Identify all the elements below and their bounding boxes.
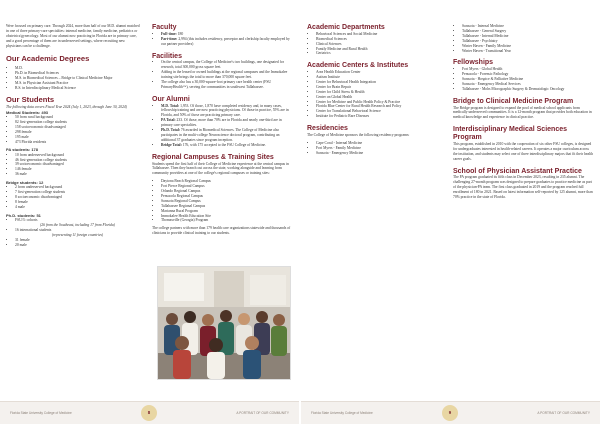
list-item: • M.S. in Physician Assistant Practice: [15, 81, 140, 86]
left-col-2: [152, 24, 292, 236]
list-item: • M.S. in Biomedical Sciences – Bridge to Clinical Medicine Major: [15, 76, 140, 81]
degrees-heading: Our Academic Degrees: [6, 53, 90, 63]
list-item: • Cape Coral - Internal Medicine: [316, 141, 447, 146]
footer-publication: Florida State University College of Medicine: [311, 411, 373, 415]
right-col-1: [307, 24, 447, 156]
regional-heading: Regional Campuses & Training Sites: [152, 153, 274, 161]
faculty-value: 2,994 (this includes residency, preceptor and clerkship faculty employed by our partner providers): [161, 36, 290, 46]
list-item: • Center for Translational Behavioral Science: [316, 109, 447, 114]
students-note: The following data covers Fiscal Year 2024 (July 1, 2023, through June 30, 2024): [6, 104, 127, 109]
centers-list: [307, 70, 447, 119]
alumni-label: M.D. Total:: [161, 103, 180, 108]
list-item: • Fort Myers - Global Health: [462, 67, 593, 72]
list-item: • Florida Blue Center for Rural Health Research and Policy: [316, 104, 447, 109]
phd-students-list: [6, 218, 140, 247]
list-item: • Tallahassee - Psychiatry: [462, 39, 593, 44]
faculty-label: Part-time:: [161, 36, 178, 41]
centers-heading: Academic Centers & Institutes: [307, 62, 409, 70]
list-item: • Biomedical Sciences: [316, 37, 447, 42]
list-item: • Family Medicine and Rural Health: [316, 47, 447, 52]
list-item: • 8 socioeconomic disadvantaged: [15, 195, 140, 200]
list-item: • The college also has a 30,000-square-foot primary care health center (FSU PrimaryHealth™), serving the communities in southwest Tallahassee.: [161, 80, 292, 90]
list-item: • Area Health Education Center: [316, 70, 447, 75]
list-item: • Autism Institute: [316, 75, 447, 80]
list-item: • 298 female: [15, 130, 140, 135]
bridge-heading: Bridge to Clinical Medicine Program: [453, 97, 574, 105]
facilities-heading: Facilities: [152, 52, 182, 60]
list-item: • Daytona Beach Regional Campus: [161, 179, 292, 184]
bridge-text: The Bridge program is designed to expand the pool of medical school applicants from medically underserved communities. It is a 12-month program that provides both education in medical knowledge and experience in clinical practice.: [453, 105, 592, 120]
med-students-title: Medical Students: 493: [6, 109, 49, 115]
list-item: • Immokalee Health Education Site: [161, 214, 292, 219]
group-photo: [157, 266, 291, 380]
list-item: • M.D.: [15, 66, 140, 71]
residencies-list: [307, 141, 447, 156]
list-item: • Fort Pierce Regional Campus: [161, 184, 292, 189]
list-item: • 31 female: [15, 238, 140, 243]
list-item: • Center for Behavioral Health Integration: [316, 80, 447, 85]
students-heading: Our Students: [6, 95, 55, 105]
departments-heading: Academic Departments: [307, 24, 385, 31]
alumni-label: Ph.D. Total:: [161, 128, 180, 133]
footer-section: A PORTRAIT OF OUR COMMUNITY: [537, 411, 590, 415]
list-item: • Winter Haven - Transitional Year: [462, 49, 593, 54]
residencies-heading: Residencies: [307, 125, 348, 133]
med-students-list: [6, 115, 140, 144]
bridge-students-list: [6, 185, 140, 210]
pa-students-title: PA students: 178: [6, 147, 39, 153]
alumni-list: [152, 104, 292, 148]
pa-school-heading: School of Physician Assistant Practice: [453, 167, 582, 175]
list-item: (26 from the Southeast, including 17 from Florida): [40, 223, 115, 227]
list-item: • Center for Medicine and Public Health Policy & Practice: [316, 100, 447, 105]
list-item: • Geriatrics: [316, 51, 447, 56]
regional-intro: Students spend the first half of their College of Medicine experience at the central campus in Tallahassee. Then they branch out across the state, working alongside and learning from community providers at one of the college's regional campuses or training sites:: [152, 161, 289, 176]
pa-school-text: The PA program graduated its fifth class in December 2023, resulting in 235 alumni. The challenging 27-month program was designed to prepare graduates to practice medicine as part of the physician-PA team. The first class graduated in 2019 and the program reached full enrollment of 180 in 2021. Based on latest information self-reported by 125 alumni, more than 70% practice in the state of Florida.: [453, 175, 593, 199]
list-item: • Sarasota - Emergency Medicine: [316, 151, 447, 156]
right-page: [301, 0, 600, 424]
list-item: • Behavioral Sciences and Social Medicine: [316, 32, 447, 37]
list-item: • 20 male: [15, 243, 140, 248]
footer-section: A PORTRAIT OF OUR COMMUNITY: [236, 411, 289, 415]
list-item: • Pensacola - Forensic Pathology: [462, 72, 593, 77]
right-footer: [301, 401, 600, 424]
regional-list: [152, 179, 292, 223]
list-item: • Winter Haven - Family Medicine: [462, 44, 593, 49]
list-item: [161, 37, 292, 47]
intro-text: Were focused on primary care. Through 2024, more than half of our M.D. alumni matched in one of three primary-care specialties: internal medicine, family medicine, pediatrics or obstetrics/gynecology. Most of our alumni now practicing in Florida are in primary care, and a good percentage of them are in underserved settings, where recruiting new physicians can be a challenge.: [6, 24, 140, 48]
fellowships-list: [453, 67, 593, 92]
faculty-heading: Faculty: [152, 24, 177, 31]
page-number: 8: [141, 405, 157, 421]
list-item: • 7 first-generation college students: [15, 190, 140, 195]
list-item: • 82 first-generation college students: [15, 120, 140, 125]
phd-students-title: Ph.D. students: 51: [6, 212, 41, 218]
list-item: • 146 female: [15, 167, 140, 172]
list-item: • Fort Myers - Family Medicine: [316, 146, 447, 151]
list-item: • Center on Global Health: [316, 95, 447, 100]
list-item: • 50 from rural background: [15, 115, 140, 120]
list-item: • 158 socioeconomic disadvantaged: [15, 125, 140, 130]
list-item: • 39 socioeconomic disadvantaged: [15, 162, 140, 167]
list-item: • Sarasota - Internal Medicine: [462, 24, 593, 29]
ims-text: This program, established in 2010 with the cooperation of six other FSU colleges, is designed for undergraduates interested in health-related careers. It operates a major curriculum across the institution, and students may select one of three interdisciplinary majors that fit their health career goals.: [453, 141, 593, 161]
list-item: • Center for Child Stress & Health: [316, 90, 447, 95]
facilities-list: [152, 60, 292, 89]
list-item: • 16 international students: [15, 228, 140, 233]
list-item: • 473 Florida residents: [15, 140, 140, 145]
faculty-list: [152, 32, 292, 47]
list-item: [161, 128, 292, 143]
regional-outro: The college partners with more than 179 health care organizations statewide and thousands of clinicians to provide clinical training to our students.: [152, 226, 291, 236]
ims-heading: Interdisciplinary Medical Sciences Program: [453, 126, 567, 142]
list-item: [161, 118, 292, 128]
list-item: • Center for Brain Repair: [316, 85, 447, 90]
bridge-students-title: Bridge students: 12: [6, 180, 44, 186]
alumni-label: Bridge Total:: [161, 142, 182, 147]
list-item: • Tallahassee - General Surgery: [462, 29, 593, 34]
fellowships-heading: Fellowships: [453, 59, 494, 67]
list-item: • Tallahassee - Internal Medicine: [462, 34, 593, 39]
alumni-text: 1,953. Of those, 1,870 have completed residency and, in many cases, fellowship training and are now practicing physicians. Of those in practice, 55% are in Florida, and 50% of those are practicing primary care.: [161, 103, 289, 118]
residencies-intro: The College of Medicine sponsors the following residency programs:: [307, 132, 410, 137]
list-item: • 195 male: [15, 135, 140, 140]
list-item: • 2 from underserved background: [15, 185, 140, 190]
departments-list: [307, 32, 447, 57]
list-item: • Ph.D. in Biomedical Sciences: [15, 71, 140, 76]
list-item: • Sarasota - Emergency Medical Services: [462, 82, 593, 87]
left-footer: [0, 401, 299, 424]
list-item: • 8 female: [15, 200, 140, 205]
list-item: • 36 male: [15, 172, 140, 177]
list-item: • Tallahassee Regional Campus: [161, 204, 292, 209]
faculty-label: Full-time:: [161, 31, 177, 36]
list-item: • Orlando Regional Campus: [161, 189, 292, 194]
list-item: • Marianna Rural Program: [161, 209, 292, 214]
page-number: 9: [442, 405, 458, 421]
alumni-heading: Our Alumni: [152, 95, 190, 103]
degrees-list: [6, 66, 140, 91]
list-item: • FSU/3: cohorts: [15, 218, 140, 223]
list-item: • 4 male: [15, 205, 140, 210]
alumni-text: 76 awarded in Biomedical Sciences. The College of Medicine also participates in the multi-college Neuroscience doctoral program, contributing an additional 37 graduates since program inception.: [161, 128, 280, 142]
faculty-value: 180: [177, 31, 184, 36]
list-item: • Pensacola Regional Campus: [161, 194, 292, 199]
list-item: • Institute for Pediatric Rare Diseases: [316, 114, 447, 119]
alumni-text: 233. Of those, more than 70% are in Florida and nearly one-third are in primary care specialties.: [161, 118, 282, 128]
list-item: • Tallahassee - Mohs Micrographic Surgery & Dermatologic Oncology: [462, 87, 593, 92]
list-item: • Sarasota - Hospice & Palliative Medicine: [462, 77, 593, 82]
list-item: • 46 first-generation college students: [15, 158, 140, 163]
list-item: • Thomasville (Georgia) Program: [161, 218, 292, 223]
alumni-label: PA Total:: [161, 118, 176, 123]
list-item: • Sarasota Regional Campus: [161, 199, 292, 204]
list-item: • B.S. in Interdisciplinary Medical Science: [15, 86, 140, 91]
list-item: (representing 11 foreign countries): [51, 232, 104, 237]
alumni-text: 176, with 175 accepted to the FSU College of Medicine.: [182, 142, 266, 147]
list-item: [161, 104, 292, 119]
list-item: • Adding in the leased or owned buildings at the regional campuses and the Immokalee training site brings the total to more than 370,000 square feet.: [161, 70, 292, 80]
residencies-list-cont: [453, 24, 593, 53]
list-item: • 10 from underserved background: [15, 153, 140, 158]
list-item: • On the central campus, the College of Medicine's two buildings, one designated for research, total 300,000 gross square feet.: [161, 60, 292, 70]
left-col-1: [6, 24, 140, 248]
list-item: • Clinical Sciences: [316, 42, 447, 47]
pa-students-list: [6, 153, 140, 178]
right-col-2: [453, 24, 593, 200]
footer-publication: Florida State University College of Medicine: [10, 411, 72, 415]
group-photo-icon: [158, 267, 290, 379]
